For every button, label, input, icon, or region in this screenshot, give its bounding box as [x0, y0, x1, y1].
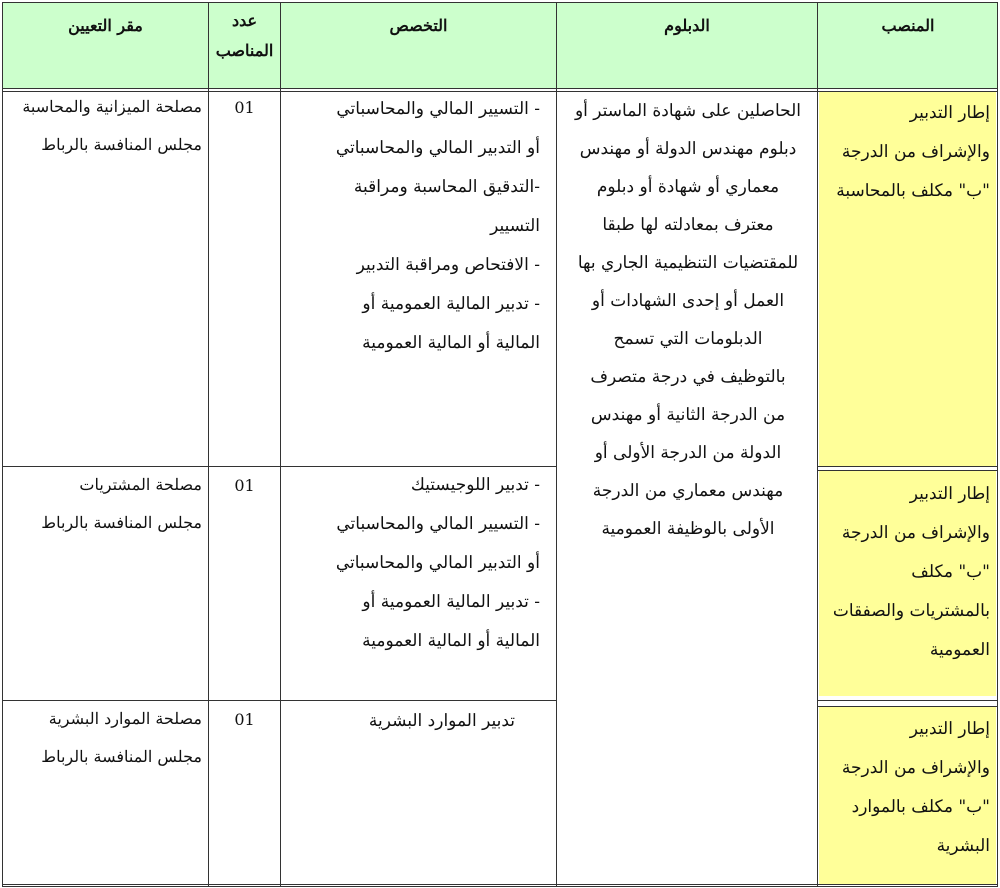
diploma-line: معترف بمعادلته لها طبقا [602, 215, 774, 235]
specialty-line: - تدبير المالية العمومية أو [362, 294, 540, 314]
table-row-2-specialty [290, 466, 540, 661]
specialty-line: أو التدبير المالي والمحاسباتي [335, 553, 540, 573]
grid-line [2, 2, 3, 886]
grid-line [817, 706, 998, 707]
location-line: مصلحة الموارد البشرية [48, 709, 202, 728]
header-count [209, 6, 280, 66]
location-line: مصلحة الميزانية والمحاسبة [22, 97, 202, 116]
diploma-line: من الدرجة الثانية أو مهندس [590, 405, 786, 425]
diploma-line: الأولى بالوظيفة العمومية [601, 519, 775, 539]
grid-line [817, 466, 998, 467]
diploma-line: للمقتضيات التنظيمية الجاري بها [577, 253, 799, 273]
table-row-3-specialty [290, 702, 515, 741]
position-line: والإشراف من الدرجة [841, 758, 990, 778]
location-line: مجلس المنافسة بالرباط [41, 135, 202, 154]
position-line: البشرية [936, 836, 990, 856]
position-line: إطار التدبير [909, 719, 990, 739]
table-row-3-position [822, 710, 990, 866]
table-row-2-count: 01 [234, 476, 255, 495]
location-line: مصلحة المشتريات [79, 475, 202, 494]
grid-line [817, 700, 998, 701]
header-specialty: التخصص [389, 16, 448, 35]
specialty-line: - تدبير اللوجيستيك [410, 475, 540, 495]
position-line: والإشراف من الدرجة [841, 523, 990, 543]
specialty-line: التسيير [490, 216, 540, 236]
header-diploma: الدبلوم [664, 16, 710, 35]
position-line: العمومية [929, 640, 990, 660]
diploma-line: الدولة من الدرجة الأولى أو [594, 443, 782, 463]
grid-line [817, 2, 818, 886]
diploma-line: العمل أو إحدى الشهادات أو [591, 291, 785, 311]
specialty-line: - التسيير المالي والمحاسباتي [336, 514, 540, 534]
specialty-line: المالية أو المالية العمومية [362, 333, 540, 353]
position-line: "ب" مكلف [911, 562, 990, 582]
grid-line [2, 886, 998, 887]
position-line: إطار التدبير [909, 103, 990, 123]
table-row-2-position [822, 475, 990, 670]
position-line: بالمشتريات والصفقات [832, 601, 990, 621]
grid-line [817, 470, 998, 471]
diploma-line: الحاصلين على شهادة الماستر أو [574, 101, 802, 121]
position-line: "ب" مكلف بالموارد [851, 797, 990, 817]
header-location: مقر التعيين [68, 16, 143, 35]
header-position: المنصب [881, 16, 935, 35]
specialty-line: - التسيير المالي والمحاسباتي [336, 99, 540, 119]
grid-line [2, 884, 998, 885]
table-row-3-count: 01 [234, 710, 255, 729]
header-count-line1: عدد [231, 11, 258, 30]
grid-line [2, 2, 998, 3]
specialty-line: - تدبير المالية العمومية أو [362, 592, 540, 612]
specialty-line: - الافتحاص ومراقبة التدبير [356, 255, 540, 275]
table-row-1-location [12, 88, 202, 164]
grid-line [208, 2, 209, 886]
position-line: "ب" مكلف بالمحاسبة [836, 181, 990, 201]
table-row-1-count: 01 [234, 98, 255, 117]
grid-line [997, 2, 998, 886]
table-row-3-location [12, 700, 202, 776]
location-line: مجلس المنافسة بالرباط [41, 513, 202, 532]
specialty-line: المالية أو المالية العمومية [362, 631, 540, 651]
table-row-1-specialty [290, 90, 540, 363]
grid-line [556, 2, 557, 886]
specialty-line: أو التدبير المالي والمحاسباتي [335, 138, 540, 158]
position-line: والإشراف من الدرجة [841, 142, 990, 162]
header-count-line2: المناصب [215, 41, 274, 60]
diploma-line: مهندس معماري من الدرجة [592, 481, 784, 501]
diploma-line: بالتوظيف في درجة متصرف [590, 367, 786, 387]
specialty-line: -التدقيق المحاسبة ومراقبة [353, 177, 540, 197]
diploma-line: الدبلومات التي تسمح [613, 329, 763, 349]
table-row-2-location [12, 466, 202, 542]
location-line: مجلس المنافسة بالرباط [41, 747, 202, 766]
grid-line [280, 2, 281, 886]
table-row-1-position [822, 94, 990, 211]
diploma-line: معماري أو شهادة أو دبلوم [596, 177, 780, 197]
specialty-line: تدبير الموارد البشرية [368, 711, 515, 731]
position-line: إطار التدبير [909, 484, 990, 504]
diploma-cell [566, 92, 810, 548]
diploma-line: دبلوم مهندس الدولة أو مهندس [579, 139, 797, 159]
